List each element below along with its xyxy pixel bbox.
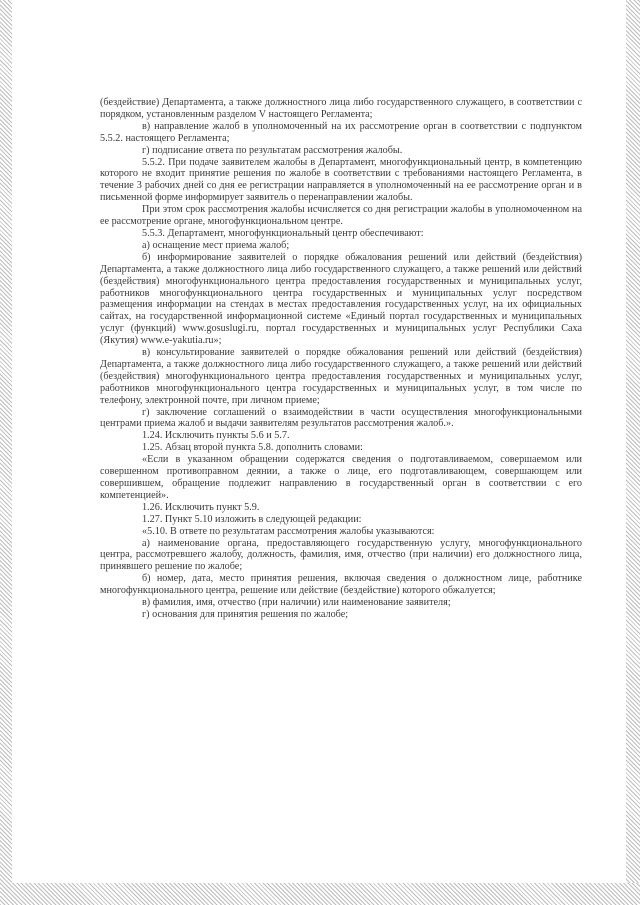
paragraph-item-a: а) оснащение мест приема жалоб; [142,239,290,251]
paragraph-1-26: 1.26. Исключить пункт 5.9. [142,501,260,513]
paragraph-continuation: (бездействие) Департамента, а также должностного лица либо государственного служащего, в соответствии с порядком, установленным разделом V настоящего Регламента; [100,97,582,120]
paragraph-answer-v: в) фамилия, имя, отчество (при наличии) или наименование заявителя; [142,597,451,609]
paragraph-answer-b: б) номер, дата, место принятия решения, включая сведения о должностном лице, работнике многофункционального центра, решение или действие (бездействие) которого обжалуется; [100,573,582,597]
paragraph-1-24: 1.24. Исключить пункты 5.6 и 5.7. [142,430,290,442]
document-page [100,97,582,621]
paragraph-quote: «Если в указанном обращении содержатся сведения о подготавливаемом, совершаемом или совершенном противоправном деянии, а также о лице, его подготавливающем, совершающем или совершившем, обращение подлежит направлению в государственный орган в соответствии с его компетенцией». [100,454,582,501]
paragraph-answer-a: а) наименование органа, предоставляющего государственную услугу, многофункционального центра, рассмотревшего жалобу, должность, фамилия, имя, отчество (при наличии) его должностного лица, принявшего решение по жалобе; [100,537,582,573]
paragraph-answer-g: г) основания для принятия решения по жалобе; [142,608,349,620]
paragraph-5-5-2: 5.5.2. При подаче заявителем жалобы в Департамент, многофункциональный центр, в компетенцию которого не входит принятие решения по жалобе в соответствии с требованиями настоящего Регламента, в течение 3 рабочих дней со дня ее регистрации направляется в уполномоченный на ее рассмотрение орган и в письменной форме информирует заявитель о перенаправлении жалобы. [100,156,582,204]
paragraph-item-g-agreements: г) заключение соглашений о взаимодействии в части осуществления многофункциональными центрами приема жалоб и выдачи заявителям результатов рассмотрения жалоб.». [100,406,582,430]
scan-bottom-edge [0,883,640,905]
paragraph-item-v: в) направление жалоб в уполномоченный на их рассмотрение орган в соответствии с подпунктом 5.5.2. настоящего Регламента; [100,120,582,144]
paragraph-1-27: 1.27. Пункт 5.10 изложить в следующей редакции: [142,513,362,525]
paragraph-1-25: 1.25. Абзац второй пункта 5.8. дополнить словами: [142,442,363,454]
scan-right-edge [626,0,640,905]
paragraph-5-5-3: 5.5.3. Департамент, многофункциональный центр обеспечивают: [142,227,424,239]
paragraph-item-b: б) информирование заявителей о порядке обжалования решений или действий (бездействия) Департамента, а также должностного лица либо государственного служащего, а также решений или действий (бездействия) многофункционального центра предоставления государственных и муниципальных услуг, работников многофункционального центра государственных и муниципальных услуг посредством размещения информации на стендах в местах предоставления государственных услуг, на их официальных сайтах, на государственной информационной системе «Единый портал государственных и муниципальных услуг (функций) www.gosuslugi.ru, портал государственных и муниципальных услуг Республики Саха (Якутия) www.e-yakutia.ru»; [100,251,582,347]
paragraph-5-10: «5.10. В ответе по результатам рассмотрения жалобы указываются: [142,525,435,537]
paragraph-item-g: г) подписание ответа по результатам рассмотрения жалобы. [142,144,403,156]
scan-left-edge [0,0,12,905]
paragraph-deadline: При этом срок рассмотрения жалобы исчисляется со дня регистрации жалобы в уполномоченном на ее рассмотрение органе, многофункциональном центре. [100,204,582,228]
paragraph-item-v-consulting: в) консультирование заявителей о порядке обжалования решений или действий (бездействия) Департамента, а также должностного лица либо государственного служащего, а также решений или действий (бездействия) многофункционального центра предоставления государственных и муниципальных услуг, работников многофункционального центра государственных и муниципальных услуг, в том числе по телефону, электронной почте, при личном приеме; [100,347,582,406]
